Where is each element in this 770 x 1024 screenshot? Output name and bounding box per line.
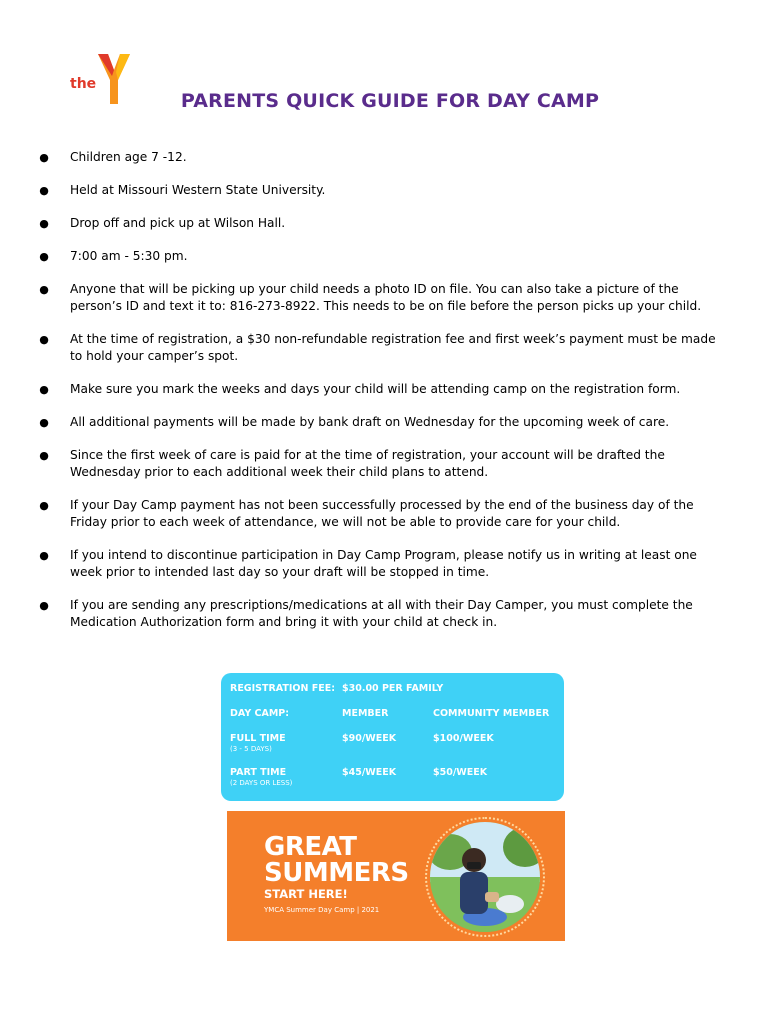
list-item: ● Since the first week of care is paid for at the time of registration, your account will be drafted the Wednesday prior to each additional week their child plans to attend. bbox=[39, 448, 665, 479]
list-item: ● Make sure you mark the weeks and days your child will be attending camp on the registration form. bbox=[39, 382, 681, 396]
full-time-note: (3 - 5 DAYS) bbox=[230, 745, 272, 753]
rules-list bbox=[38, 149, 718, 647]
fee-table bbox=[221, 673, 564, 801]
banner-caption: YMCA Summer Day Camp | 2021 bbox=[264, 906, 380, 914]
list-item: ● Children age 7 -12. bbox=[39, 150, 187, 164]
full-time-member-price: $90/WEEK bbox=[342, 733, 397, 744]
list-item: ● 7:00 am - 5:30 pm. bbox=[39, 249, 188, 263]
list-item: ● If your Day Camp payment has not been successfully processed by the end of the business day of the Friday prior to each week of attendance, we will not be able to provide care for your child. bbox=[39, 498, 694, 529]
page-title: PARENTS QUICK GUIDE FOR DAY CAMP bbox=[180, 90, 600, 112]
community-member-header: COMMUNITY MEMBER bbox=[433, 708, 550, 719]
full-time-label: FULL TIME bbox=[230, 733, 286, 744]
part-time-note: (2 DAYS OR LESS) bbox=[230, 779, 293, 787]
list-item: ● If you are sending any prescriptions/medications at all with their Day Camper, you must complete the Medication Authorization form and bring it with your child at check in. bbox=[39, 598, 693, 629]
list-item: ● Held at Missouri Western State University. bbox=[39, 183, 326, 197]
banner-start-here: START HERE! bbox=[264, 887, 348, 901]
list-item: ● At the time of registration, a $30 non-refundable registration fee and first week’s payment must be made to hold your camper’s spot. bbox=[39, 332, 716, 363]
registration-fee-value: $30.00 PER FAMILY bbox=[342, 683, 444, 694]
banner-great: GREAT bbox=[264, 832, 357, 862]
logo-text: the bbox=[70, 76, 97, 92]
list-item: ● If you intend to discontinue participation in Day Camp Program, please notify us in writing at least one week prior to intended last day so your draft will be stopped in time. bbox=[39, 548, 697, 579]
registration-fee-label: REGISTRATION FEE: bbox=[230, 683, 336, 694]
list-item: ● All additional payments will be made by bank draft on Wednesday for the upcoming week of care. bbox=[39, 415, 670, 429]
camper-photo bbox=[430, 822, 540, 932]
day-camp-header: DAY CAMP: bbox=[230, 708, 290, 719]
member-header: MEMBER bbox=[342, 708, 389, 719]
part-time-member-price: $45/WEEK bbox=[342, 767, 397, 778]
full-time-community-price: $100/WEEK bbox=[433, 733, 494, 744]
part-time-community-price: $50/WEEK bbox=[433, 767, 488, 778]
banner-summers: SUMMERS bbox=[264, 858, 409, 888]
list-item: ● Drop off and pick up at Wilson Hall. bbox=[39, 216, 286, 230]
summer-camp-banner bbox=[227, 811, 565, 941]
part-time-label: PART TIME bbox=[230, 767, 287, 778]
list-item: ● Anyone that will be picking up your child needs a photo ID on file. You can also take a picture of the person’s ID and text it to: 816-273-8922. This needs to be on file before the person picks up your child. bbox=[39, 282, 702, 313]
